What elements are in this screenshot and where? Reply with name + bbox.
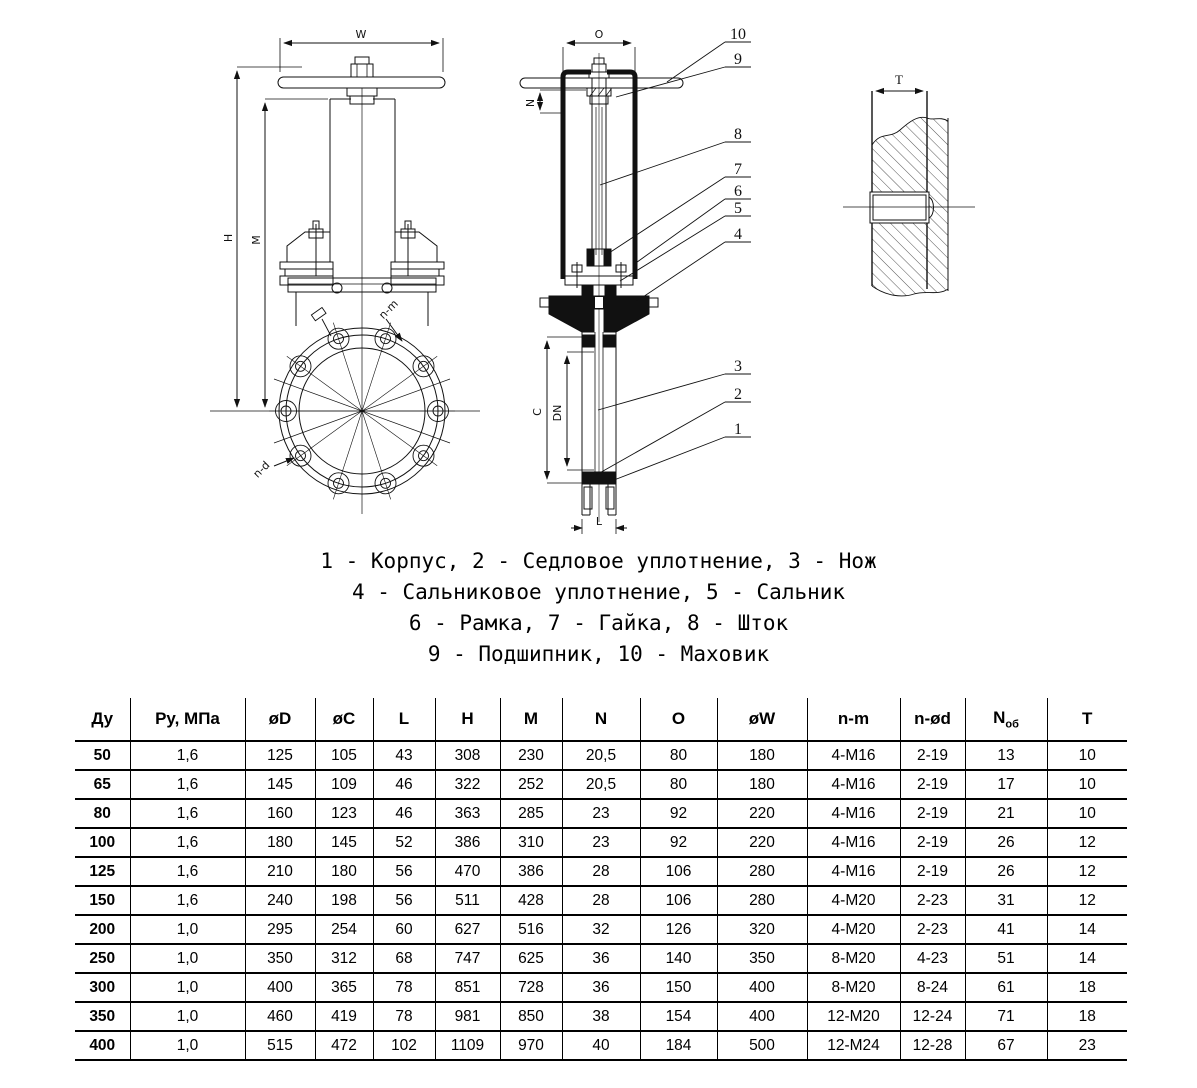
table-cell: 109	[315, 770, 373, 799]
table-cell: 280	[717, 857, 807, 886]
col-header-9: øW	[717, 698, 807, 741]
table-cell: 180	[315, 857, 373, 886]
table-cell: 310	[500, 828, 562, 857]
table-cell: 2-19	[900, 799, 965, 828]
table-cell: 56	[373, 886, 435, 915]
table-cell: 78	[373, 973, 435, 1002]
table-cell: 511	[435, 886, 500, 915]
table-cell: 12-28	[900, 1031, 965, 1060]
table-cell: 851	[435, 973, 500, 1002]
col-header-4: L	[373, 698, 435, 741]
table-cell: 18	[1047, 973, 1127, 1002]
table-row-65	[75, 770, 1127, 799]
col-header-12: $N_{об}$	[965, 698, 1047, 741]
table-cell: 80	[640, 741, 717, 770]
table-cell: 500	[717, 1031, 807, 1060]
table-cell: 26	[965, 828, 1047, 857]
table-cell: 65	[75, 770, 130, 799]
table-cell: 60	[373, 915, 435, 944]
table-cell: 386	[500, 857, 562, 886]
table-cell: 14	[1047, 944, 1127, 973]
table-cell: 2-19	[900, 741, 965, 770]
table-cell: 747	[435, 944, 500, 973]
table-cell: 1,0	[130, 944, 245, 973]
col-header-8: O	[640, 698, 717, 741]
table-cell: 56	[373, 857, 435, 886]
legend-line-4: 9 - Подшипник, 10 - Маховик	[427, 642, 770, 666]
col-header-11: n-ød	[900, 698, 965, 741]
table-cell: 67	[965, 1031, 1047, 1060]
table-cell: 160	[245, 799, 315, 828]
label-m: M	[250, 235, 263, 245]
table-cell: 1,0	[130, 973, 245, 1002]
callout-6: 6	[734, 183, 742, 200]
table-cell: 350	[717, 944, 807, 973]
table-cell: 400	[717, 973, 807, 1002]
stem	[592, 53, 606, 522]
table-cell: 460	[245, 1002, 315, 1031]
table-cell: 308	[435, 741, 500, 770]
table-cell: 80	[75, 799, 130, 828]
col-header-6: M	[500, 698, 562, 741]
table-cell: 350	[245, 944, 315, 973]
table-cell: 102	[373, 1031, 435, 1060]
table-cell: 1,6	[130, 741, 245, 770]
table-cell: 516	[500, 915, 562, 944]
table-cell: 12-M24	[807, 1031, 900, 1060]
dimension-table	[75, 698, 1127, 1061]
table-cell: 40	[562, 1031, 640, 1060]
side-view-drawing	[495, 25, 765, 540]
table-cell: 13	[965, 741, 1047, 770]
label-n: N	[524, 98, 537, 108]
col-header-0: Ду	[75, 698, 130, 741]
table-cell: 230	[500, 741, 562, 770]
table-header	[75, 698, 1127, 741]
col-header-13: T	[1047, 698, 1127, 741]
table-cell: 4-M16	[807, 741, 900, 770]
leader-n-d	[274, 458, 294, 466]
label-n-m: n-m	[376, 297, 401, 322]
dimension-h	[237, 67, 302, 407]
table-cell: 428	[500, 886, 562, 915]
table-cell: 627	[435, 915, 500, 944]
table-cell: 1,0	[130, 915, 245, 944]
parts-legend	[0, 546, 1197, 670]
table-cell: 31	[965, 886, 1047, 915]
callout-3: 3	[734, 358, 742, 375]
table-cell: 46	[373, 770, 435, 799]
table-cell: 12-24	[900, 1002, 965, 1031]
keyway-slot	[870, 192, 934, 223]
callout-9: 9	[734, 51, 742, 68]
table-cell: 850	[500, 1002, 562, 1031]
legend-line-2: 4 - Сальниковое уплотнение, 5 - Сальник	[351, 580, 846, 604]
table-cell: 728	[500, 973, 562, 1002]
yoke-column	[330, 88, 395, 287]
table-cell: 92	[640, 828, 717, 857]
table-cell: 20,5	[562, 770, 640, 799]
table-cell: 71	[965, 1002, 1047, 1031]
table-cell: 180	[717, 770, 807, 799]
label-o: O	[594, 28, 604, 41]
table-cell: 400	[75, 1031, 130, 1060]
table-cell: 1109	[435, 1031, 500, 1060]
table-cell: 145	[245, 770, 315, 799]
table-cell: 125	[245, 741, 315, 770]
table-cell: 285	[500, 799, 562, 828]
table-cell: 12-M20	[807, 1002, 900, 1031]
table-cell: 50	[75, 741, 130, 770]
table-row-350	[75, 1002, 1127, 1031]
table-row-400	[75, 1031, 1127, 1060]
table-cell: 180	[245, 828, 315, 857]
table-cell: 4-23	[900, 944, 965, 973]
table-cell: 21	[965, 799, 1047, 828]
table-cell: 4-M20	[807, 915, 900, 944]
table-cell: 92	[640, 799, 717, 828]
table-cell: 365	[315, 973, 373, 1002]
table-cell: 8-M20	[807, 973, 900, 1002]
table-row-300	[75, 973, 1127, 1002]
table-row-150	[75, 886, 1127, 915]
table-cell: 180	[717, 741, 807, 770]
table-cell: 150	[75, 886, 130, 915]
table-cell: 1,6	[130, 886, 245, 915]
table-cell: 26	[965, 857, 1047, 886]
table-cell: 36	[562, 944, 640, 973]
table-cell: 280	[717, 886, 807, 915]
table-cell: 17	[965, 770, 1047, 799]
table-cell: 1,6	[130, 799, 245, 828]
table-cell: 23	[562, 828, 640, 857]
label-dn: DN	[551, 404, 564, 422]
table-cell: 32	[562, 915, 640, 944]
table-cell: 78	[373, 1002, 435, 1031]
table-cell: 126	[640, 915, 717, 944]
table-cell: 10	[1047, 770, 1127, 799]
table-cell: 2-19	[900, 857, 965, 886]
table-cell: 1,6	[130, 828, 245, 857]
table-cell: 295	[245, 915, 315, 944]
table-cell: 320	[717, 915, 807, 944]
table-cell: 363	[435, 799, 500, 828]
detail-view-drawing	[835, 55, 1010, 315]
handwheel-edge	[520, 58, 683, 88]
table-cell: 23	[562, 799, 640, 828]
table-cell: 12	[1047, 886, 1127, 915]
col-header-2: øD	[245, 698, 315, 741]
table-cell: 68	[373, 944, 435, 973]
callout-4: 4	[734, 226, 742, 243]
callout-7: 7	[734, 161, 742, 178]
table-cell: 28	[562, 857, 640, 886]
table-cell: 4-M20	[807, 886, 900, 915]
table-cell: 125	[75, 857, 130, 886]
table-row-80	[75, 799, 1127, 828]
table-cell: 140	[640, 944, 717, 973]
label-t: T	[895, 72, 903, 87]
table-cell: 2-23	[900, 915, 965, 944]
table-cell: 419	[315, 1002, 373, 1031]
table-cell: 8-24	[900, 973, 965, 1002]
table-cell: 254	[315, 915, 373, 944]
table-cell: 400	[245, 973, 315, 1002]
table-cell: 386	[435, 828, 500, 857]
table-cell: 4-M16	[807, 799, 900, 828]
table-cell: 28	[562, 886, 640, 915]
label-c: C	[531, 408, 544, 416]
table-cell: 300	[75, 973, 130, 1002]
table-cell: 400	[717, 1002, 807, 1031]
table-cell: 145	[315, 828, 373, 857]
col-header-5: H	[435, 698, 500, 741]
label-l: L	[595, 515, 603, 528]
callout-2: 2	[734, 386, 742, 403]
table-cell: 981	[435, 1002, 500, 1031]
callout-5: 5	[734, 200, 742, 217]
table-cell: 38	[562, 1002, 640, 1031]
table-cell: 210	[245, 857, 315, 886]
table-cell: 150	[640, 973, 717, 1002]
table-cell: 350	[75, 1002, 130, 1031]
callout-1: 1	[734, 421, 742, 438]
table-cell: 43	[373, 741, 435, 770]
table-cell: 52	[373, 828, 435, 857]
table-cell: 154	[640, 1002, 717, 1031]
table-cell: 106	[640, 857, 717, 886]
table-cell: 100	[75, 828, 130, 857]
table-cell: 515	[245, 1031, 315, 1060]
col-header-3: øC	[315, 698, 373, 741]
table-cell: 2-23	[900, 886, 965, 915]
front-view-drawing	[150, 25, 480, 535]
table-cell: 20,5	[562, 741, 640, 770]
table-cell: 240	[245, 886, 315, 915]
callout-8: 8	[734, 126, 742, 143]
table-cell: 12	[1047, 828, 1127, 857]
table-row-100	[75, 828, 1127, 857]
table-cell: 2-19	[900, 770, 965, 799]
table-cell: 46	[373, 799, 435, 828]
table-cell: 1,6	[130, 857, 245, 886]
table-cell: 4-M16	[807, 828, 900, 857]
flag-symbol	[311, 308, 331, 336]
label-w: W	[355, 28, 367, 41]
table-cell: 970	[500, 1031, 562, 1060]
table-cell: 220	[717, 799, 807, 828]
col-header-1: Ру, МПа	[130, 698, 245, 741]
table-cell: 252	[500, 770, 562, 799]
table-cell: 4-M16	[807, 857, 900, 886]
callout-leaders	[596, 42, 751, 480]
table-cell: 625	[500, 944, 562, 973]
table-cell: 10	[1047, 741, 1127, 770]
table-cell: 80	[640, 770, 717, 799]
table-row-125	[75, 857, 1127, 886]
table-cell: 198	[315, 886, 373, 915]
table-cell: 1,0	[130, 1002, 245, 1031]
table-cell: 200	[75, 915, 130, 944]
table-cell: 18	[1047, 1002, 1127, 1031]
table-cell: 105	[315, 741, 373, 770]
table-cell: 123	[315, 799, 373, 828]
table-cell: 312	[315, 944, 373, 973]
table-row-200	[75, 915, 1127, 944]
table-cell: 41	[965, 915, 1047, 944]
dimension-dn	[567, 352, 594, 470]
table-cell: 1,6	[130, 770, 245, 799]
table-cell: 61	[965, 973, 1047, 1002]
table-cell: 184	[640, 1031, 717, 1060]
table-row-50	[75, 741, 1127, 770]
label-h: H	[222, 233, 235, 243]
table-cell: 12	[1047, 857, 1127, 886]
table-cell: 220	[717, 828, 807, 857]
table-cell: 4-M16	[807, 770, 900, 799]
label-n-d: n-d	[250, 458, 273, 481]
legend-line-1: 1 - Корпус, 2 - Седловое уплотнение, 3 - Нож	[320, 549, 877, 573]
table-cell: 36	[562, 973, 640, 1002]
dimension-w	[280, 38, 443, 72]
table-cell: 106	[640, 886, 717, 915]
table-cell: 8-M20	[807, 944, 900, 973]
col-header-7: N	[562, 698, 640, 741]
table-cell: 51	[965, 944, 1047, 973]
col-header-10: n-m	[807, 698, 900, 741]
table-cell: 23	[1047, 1031, 1127, 1060]
table-cell: 250	[75, 944, 130, 973]
table-cell: 2-19	[900, 828, 965, 857]
table-cell: 10	[1047, 799, 1127, 828]
legend-line-3: 6 - Рамка, 7 - Гайка, 8 - Шток	[408, 611, 789, 635]
table-cell: 1,0	[130, 1031, 245, 1060]
table-cell: 470	[435, 857, 500, 886]
table-cell: 14	[1047, 915, 1127, 944]
table-cell: 472	[315, 1031, 373, 1060]
table-row-250	[75, 944, 1127, 973]
handwheel	[278, 57, 445, 104]
callout-10: 10	[730, 26, 746, 43]
table-cell: 322	[435, 770, 500, 799]
